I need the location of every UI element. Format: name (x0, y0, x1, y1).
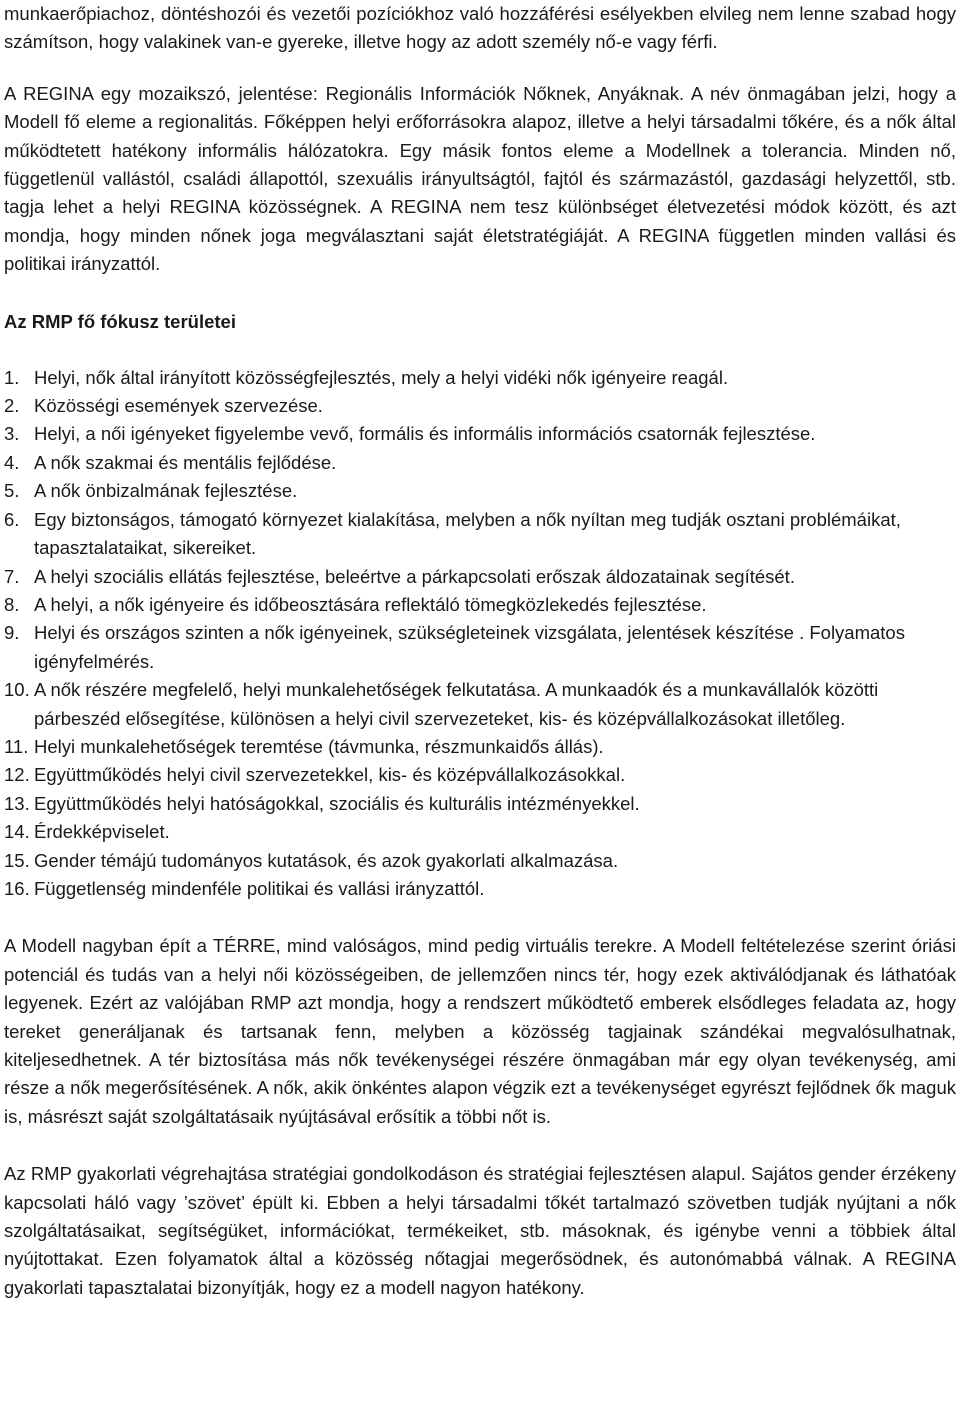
list-item-number: 5. (4, 480, 20, 502)
list-item (4, 761, 956, 789)
list-item (4, 875, 956, 903)
list-item (4, 449, 956, 477)
list-item-number: 3. (4, 423, 20, 445)
list-item-text: Gender témájú tudományos kutatások, és azok gyakorlati alkalmazása. (34, 849, 619, 871)
paragraph-gyakorlat: Az RMP gyakorlati végrehajtása stratégiai gondolkodáson és stratégiai fejlesztésen alapul. Sajátos gender érzékeny kapcsolati háló vagy ’szövet’ épült ki. Ebben a helyi társadalmi tőkét tartalmazó szövetben tudják nyújtani a nők szolgáltatásaikat, segítségüket, információkat, termékeiket, stb. másoknak, és igénybe venni a többiek által nyújtottakat. Ezen folyamatok által a közösség nőtagjai megerősödnek, és autonómabbá válnak. A REGINA gyakorlati tapasztalatai bizonyítják, hogy ez a modell nagyon hatékony. (4, 1163, 956, 1298)
list-item-text: A nők szakmai és mentális fejlődése. (34, 451, 337, 473)
list-item (4, 591, 956, 619)
list-item (4, 619, 956, 676)
list-item (4, 506, 956, 563)
list-item-text: A helyi szociális ellátás fejlesztése, beleértve a párkapcsolati erőszak áldozatainak segítését. (34, 565, 795, 587)
list-item (4, 790, 956, 818)
list-item-number: 13. (4, 792, 30, 814)
list-item-text: Helyi munkalehetőségek teremtése (távmunka, részmunkaidős állás). (34, 735, 604, 757)
list-item-number: 2. (4, 395, 20, 417)
list-item-text: Érdekképviselet. (34, 821, 170, 843)
list-item-number: 4. (4, 451, 20, 473)
document-page (4, 0, 956, 1302)
list-item-text: A nők önbizalmának fejlesztése. (34, 480, 298, 502)
list-item-text: Egy biztonságos, támogató környezet kialakítása, melyben a nők nyíltan meg tudják osztani problémáikat, tapasztalataikat, sikereiket. (34, 508, 901, 559)
list-item (4, 563, 956, 591)
list-item-text: A helyi, a nők igényeire és időbeosztására reflektáló tömegközlekedés fejlesztése. (34, 593, 707, 615)
paragraph-ter: A Modell nagyban épít a TÉRRE, mind valóságos, mind pedig virtuális terekre. A Modell feltételezése szerint óriási potenciál és tudás van a helyi női közösségeiben, de jellemzően nincs tér, hogy ezek aktiválódjanak és láthatóak legyenek. Ezért az valójában RMP azt mondja, hogy a rendszert működtető emberek elsődleges feladata az, hogy tereket generáljanak és tartsanak fenn, melyben a közösség tagjainak szándékai megvalósulhatnak, kiteljesedhetnek. A tér biztosítása más nők tevékenységei részére önmagában már egy olyan tevékenység, ami része a nők megerősítésének. A nők, akik önkéntes alapon végzik ezt a tevékenységet egyrészt fejlődnek ők maguk is, másrészt saját szolgáltatásaik nyújtásával erősítik a többi nőt is. (4, 935, 956, 1127)
list-item-number: 16. (4, 877, 30, 899)
focus-heading: Az RMP fő fókusz területei (4, 310, 236, 332)
list-item-text: Helyi, nők által irányított közösségfejlesztés, mely a helyi vidéki nők igényeire reagál. (34, 366, 729, 388)
list-item (4, 392, 956, 420)
list-item-number: 1. (4, 366, 20, 388)
list-item (4, 733, 956, 761)
list-item-text: Függetlenség mindenféle politikai és vallási irányzattól. (34, 877, 485, 899)
list-item-number: 9. (4, 622, 20, 644)
paragraph-intro: munkaerőpiachoz, döntéshozói és vezetői pozíciókhoz való hozzáférési esélyekben elvileg nem lenne szabad hogy számítson, hogy valakinek van-e gyereke, illetve hogy az adott személy nő-e vagy férfi. (4, 3, 956, 53)
list-item-text: Helyi, a női igényeket figyelembe vevő, formális és informális információs csatornák fejlesztése. (34, 423, 816, 445)
focus-list (4, 364, 956, 904)
list-item-text: Helyi és országos szinten a nők igényeinek, szükségleteinek vizsgálata, jelentések készítése . Folyamatos igényfelmérés. (34, 622, 905, 672)
list-item-number: 6. (4, 508, 20, 530)
list-item (4, 847, 956, 875)
list-item-number: 10. (4, 679, 30, 701)
list-item-text: Együttműködés helyi civil szervezetekkel, kis- és középvállalkozásokkal. (34, 764, 626, 786)
list-item-number: 14. (4, 821, 30, 843)
list-item (4, 676, 956, 733)
paragraph-regina: A REGINA egy mozaikszó, jelentése: Regionális Információk Nőknek, Anyáknak. A név önmagában jelzi, hogy a Modell fő eleme a regionalitás. Főképpen helyi erőforrásokra alapoz, illetve a helyi társadalmi tőkére, és a nők által működtetett hatékony informális hálózatokra. Egy másik fontos eleme a Modellnek a tolerancia. Minden nő, függetlenül vallástól, családi állapottól, szexuális irányultságtól, fajtól és származástól, gazdasági helyzettől, stb. tagja lehet a helyi REGINA közösségnek. A REGINA nem tesz különbséget életvezetési módok között, és azt mondja, hogy minden nőnek joga megválasztani saját életstratégiáját. A REGINA független minden vallási és politikai irányzattól. (4, 82, 956, 275)
list-item-number: 12. (4, 764, 30, 786)
list-item-number: 11. (4, 735, 29, 757)
list-item (4, 420, 956, 448)
list-item-number: 15. (4, 849, 30, 871)
list-item (4, 818, 956, 846)
list-item-number: 7. (4, 565, 20, 587)
list-item-text: A nők részére megfelelő, helyi munkalehetőségek felkutatása. A munkaadók és a munkavállalók közötti párbeszéd elősegítése, különösen a helyi civil szervezeteket, kis- és középvállalkozásokat illetőleg. (34, 679, 879, 729)
list-item-text: Együttműködés helyi hatóságokkal, szociális és kulturális intézményekkel. (34, 792, 640, 814)
list-item-text: Közösségi események szervezése. (34, 395, 323, 417)
list-item-number: 8. (4, 593, 20, 615)
list-item (4, 477, 956, 505)
list-item (4, 364, 956, 392)
